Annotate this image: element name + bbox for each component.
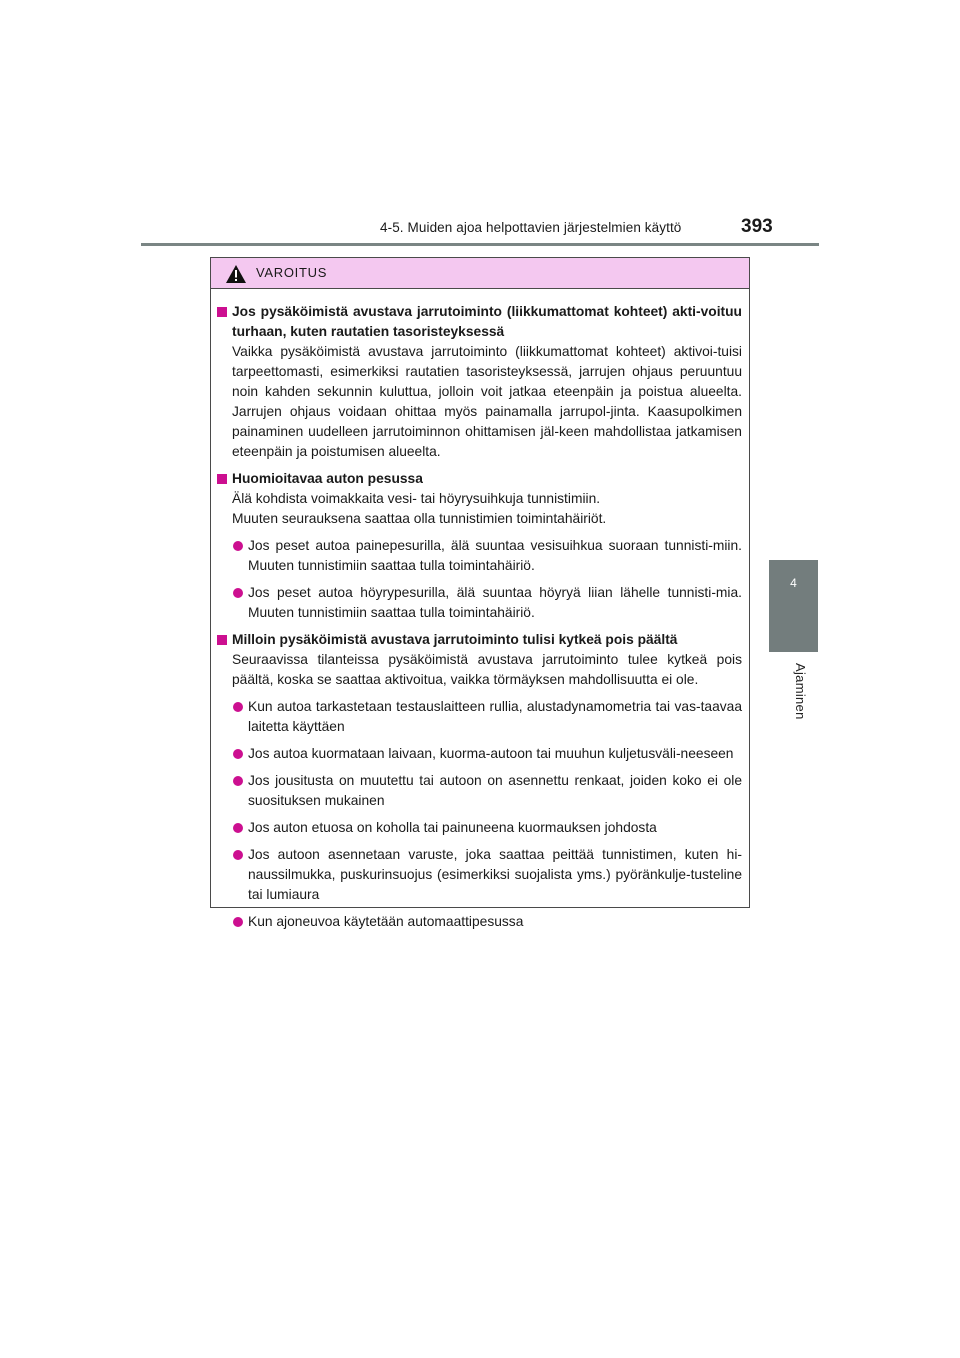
section-paragraph: Älä kohdista voimakkaita vesi- tai höyrysuihkuja tunnistimiin.: [232, 491, 601, 506]
bullet-item: [216, 744, 742, 764]
round-bullet-icon: [233, 749, 243, 759]
section-heading: Milloin pysäköimistä avustava jarrutoiminto tulisi kytkeä pois päältä: [232, 632, 678, 647]
warning-header: [211, 258, 749, 289]
bullet-item: [216, 845, 742, 905]
warning-label: VAROITUS: [256, 265, 328, 280]
warning-section: [216, 630, 742, 650]
bullet-item: [216, 771, 742, 811]
bullet-text: Jos peset autoa höyrypesurilla, älä suuntaa höyryä liian lähelle tunnisti-mia. Muuten tunnistimiin saattaa tulla toimintahäiriö.: [248, 585, 742, 620]
bullet-item: [216, 583, 742, 623]
warning-triangle-icon: [225, 264, 247, 284]
bullet-item: [216, 536, 742, 576]
section-heading: Jos pysäköimistä avustava jarrutoiminto (liikkumattomat kohteet) akti-voituu turhaan, kuten rautatien tasoristeyksessä: [232, 304, 742, 339]
round-bullet-icon: [233, 776, 243, 786]
warning-section: [216, 469, 742, 489]
header-rule: [141, 243, 819, 246]
bullet-item: [216, 912, 742, 932]
round-bullet-icon: [233, 588, 243, 598]
round-bullet-icon: [233, 541, 243, 551]
bullet-text: Kun autoa tarkastetaan testauslaitteen rullia, alustadynamometria tai vas-taavaa laitetta käyttäen: [248, 699, 742, 734]
chapter-number: 4: [790, 576, 797, 590]
header-section-title: 4-5. Muiden ajoa helpottavien järjestelmien käyttö: [380, 220, 682, 235]
warning-box: [210, 257, 750, 929]
bullet-item: [216, 818, 742, 838]
square-bullet-icon: [217, 307, 227, 317]
chapter-label: Ajaminen: [793, 663, 808, 720]
bullet-text: Jos autoa kuormataan laivaan, kuorma-autoon tai muuhun kuljetusväli-neeseen: [248, 746, 734, 761]
round-bullet-icon: [233, 823, 243, 833]
square-bullet-icon: [217, 474, 227, 484]
round-bullet-icon: [233, 702, 243, 712]
section-paragraph: Seuraavissa tilanteissa pysäköimistä avustava jarrutoiminto tulee kytkeä pois päältä, koska se saattaa aktivoitua, vaikka törmäyksen mahdollisuutta ei ole.: [232, 652, 742, 687]
chapter-tab: [769, 560, 818, 652]
bullet-text: Jos auton etuosa on koholla tai painuneena kuormauksen johdosta: [248, 820, 657, 835]
round-bullet-icon: [233, 850, 243, 860]
section-paragraph: Vaikka pysäköimistä avustava jarrutoiminto (liikkumattomat kohteet) aktivoi-tuisi tarpeettomasti, esimerkiksi rautatien tasoristeyksessä, jarrujen ohjaus peruuntuu noin kahden sekunnin kuluttua, jolloin voit jatkaa eteenpäin ja poistua alueelta. Jarrujen ohjaus voidaan ohittaa myös painamalla jarrupol-jinta. Kaasupolkimen painaminen uudelleen jarrutoiminnon ohittamisen jäl-keen mahdollistaa jatkamisen eteenpäin ja poistumisen alueelta.: [232, 344, 742, 459]
warning-body: [211, 289, 749, 932]
bullet-text: Kun ajoneuvoa käytetään automaattipesussa: [248, 914, 524, 929]
bullet-item: [216, 697, 742, 737]
section-heading: Huomioitavaa auton pesussa: [232, 471, 423, 486]
warning-section: [216, 302, 742, 342]
page-number: 393: [741, 216, 773, 237]
section-paragraph: Muuten seurauksena saattaa olla tunnistimien toimintahäiriöt.: [232, 511, 607, 526]
square-bullet-icon: [217, 635, 227, 645]
bullet-text: Jos autoon asennetaan varuste, joka saattaa peittää tunnistimen, kuten hi-naussilmukka, puskurinsuojus (esimerkiksi suojalista yms.) pyöränkulje-tusteline tai lumiaura: [248, 847, 742, 902]
round-bullet-icon: [233, 917, 243, 927]
bullet-text: Jos jousitusta on muutettu tai autoon on asennettu renkaat, joiden koko ei ole suosituksen mukainen: [248, 773, 742, 808]
bullet-text: Jos peset autoa painepesurilla, älä suuntaa vesisuihkua suoraan tunnisti-miin. Muuten tunnistimiin saattaa tulla toimintahäiriö.: [248, 538, 742, 573]
